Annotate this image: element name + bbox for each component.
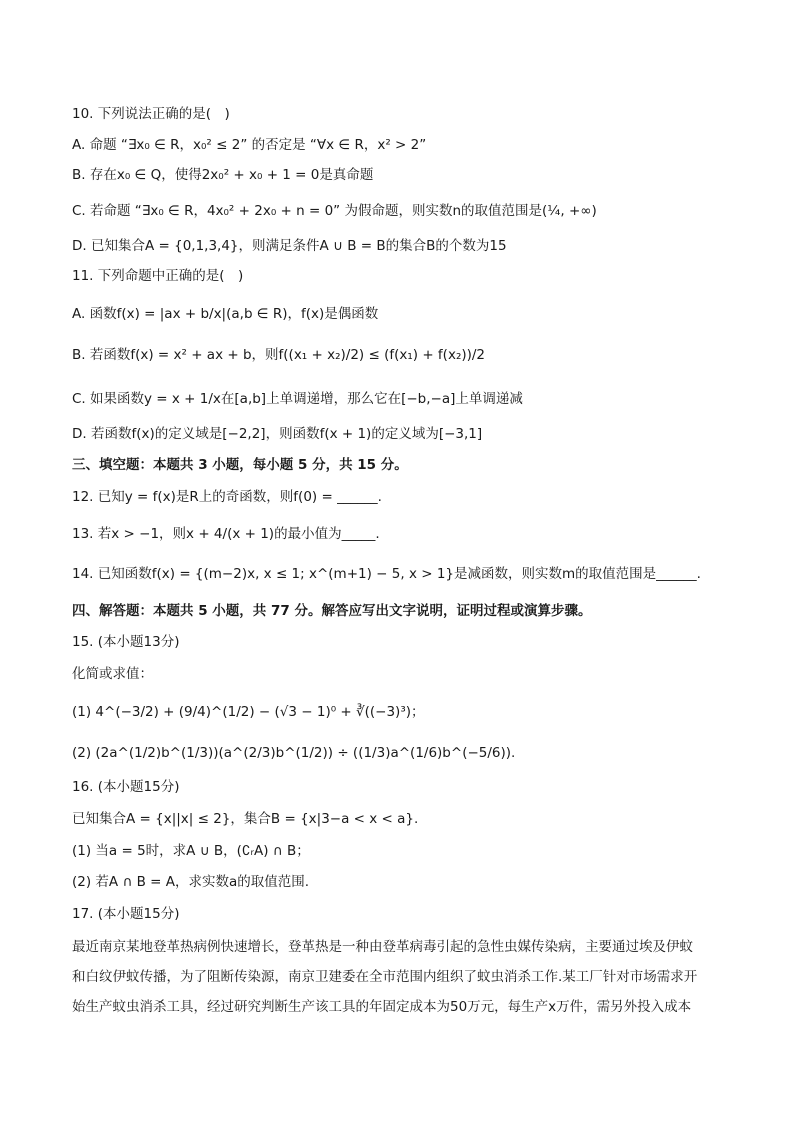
paragraph-line: 最近南京某地登革热病例快速增长，登革热是一种由登革病毒引起的急性虫媒传染病，主要通过埃及伊蚊: [72, 939, 693, 955]
question-11-stem: 11. 下列命题中正确的是( ): [72, 268, 244, 284]
question-14: 14. 已知函数f(x) = {(m−2)x, x ≤ 1; x^(m+1) − 5, x > 1}是减函数，则实数m的取值范围是______.: [72, 566, 701, 582]
question-16-stem: 已知集合A = {x||x| ≤ 2}，集合B = {x|3−a < x < a}.: [72, 811, 419, 827]
question-17-paragraph: [72, 932, 722, 1022]
question-11-option-b: B. 若函数f(x) = x² + ax + b，则f((x₁ + x₂)/2) ≤ (f(x₁) + f(x₂))/2: [72, 347, 486, 363]
question-12: 12. 已知y = f(x)是R上的奇函数，则f(0) = ______.: [72, 489, 382, 505]
paragraph-line: 和白纹伊蚊传播，为了阻断传染源，南京卫建委在全市范围内组织了蚊虫消杀工作.某工厂针对市场需求开: [72, 969, 698, 985]
question-11-option-a: A. 函数f(x) = |ax + b/x|(a,b ∈ R)，f(x)是偶函数: [72, 306, 379, 322]
question-10-option-a: A. 命题 “∃x₀ ∈ R，x₀² ≤ 2” 的否定是 “∀x ∈ R，x² > 2”: [72, 137, 427, 153]
question-15-part-1: (1) 4^(−3/2) + (9/4)^(1/2) − (√3 − 1)⁰ + ∛((−3)³)；: [72, 704, 425, 720]
question-15-header: 15. (本小题13分): [72, 634, 180, 650]
question-11-option-d: D. 若函数f(x)的定义域是[−2,2]，则函数f(x + 1)的定义域为[−3,1]: [72, 426, 483, 442]
question-15-instruction: 化简或求值：: [72, 666, 153, 682]
question-11-option-c: C. 如果函数y = x + 1/x在[a,b]上单调递增，那么它在[−b,−a]上单调递减: [72, 391, 523, 407]
question-16-part-1: (1) 当a = 5时，求A ∪ B，(∁ᵣA) ∩ B；: [72, 843, 310, 859]
question-16-header: 16. (本小题15分): [72, 779, 180, 795]
question-10-option-c: C. 若命题 “∃x₀ ∈ R，4x₀² + 2x₀ + n = 0” 为假命题，则实数n的取值范围是(¼, +∞): [72, 203, 597, 219]
paragraph-line: 始生产蚊虫消杀工具，经过研究判断生产该工具的年固定成本为50万元，每生产x万件，需另外投入成本: [72, 999, 692, 1015]
section-heading-solutions: 四、解答题：本题共 5 小题，共 77 分。解答应写出文字说明，证明过程或演算步骤。: [72, 603, 592, 619]
question-16-part-2: (2) 若A ∩ B = A，求实数a的取值范围.: [72, 874, 310, 890]
question-10-option-b: B. 存在x₀ ∈ Q，使得2x₀² + x₀ + 1 = 0是真命题: [72, 167, 374, 183]
question-17-header: 17. (本小题15分): [72, 906, 180, 922]
question-10-option-d: D. 已知集合A = {0,1,3,4}，则满足条件A ∪ B = B的集合B的个数为15: [72, 238, 507, 254]
question-15-part-2: (2) (2a^(1/2)b^(1/3))(a^(2/3)b^(1/2)) ÷ ((1/3)a^(1/6)b^(−5/6)).: [72, 745, 516, 761]
section-heading-fill-in: 三、填空题：本题共 3 小题，每小题 5 分，共 15 分。: [72, 457, 408, 473]
question-13: 13. 若x > −1，则x + 4/(x + 1)的最小值为_____.: [72, 526, 380, 542]
question-10-stem: 10. 下列说法正确的是( ): [72, 106, 230, 122]
